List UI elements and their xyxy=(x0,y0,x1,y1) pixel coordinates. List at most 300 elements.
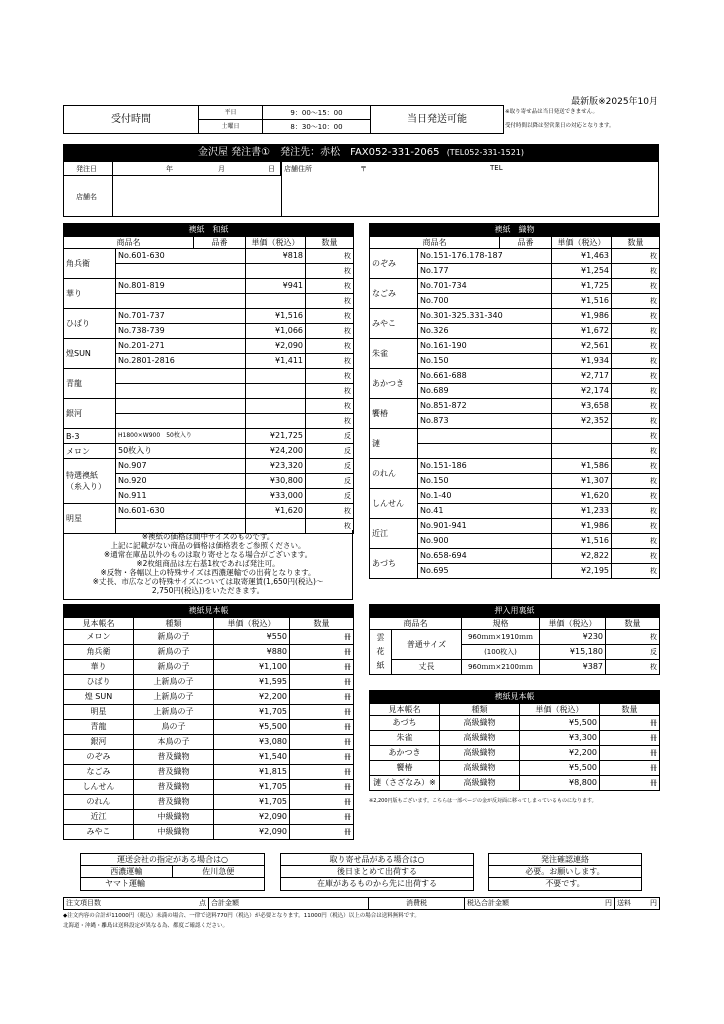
totals-table xyxy=(63,897,660,910)
quantity-field[interactable] xyxy=(290,660,354,675)
quantity-field[interactable] xyxy=(306,474,354,489)
quantity-field[interactable] xyxy=(290,825,354,840)
col-product: 商品名 xyxy=(64,237,194,249)
quantity-field[interactable] xyxy=(600,761,660,776)
product-price: ¥2,090 xyxy=(246,339,306,354)
unit-label: 冊 xyxy=(344,708,351,716)
store-address-label: 店舗住所 xyxy=(284,165,312,173)
unit-label: 反 xyxy=(344,492,351,500)
sample-book-name: 銀河 xyxy=(64,735,134,750)
washi-table xyxy=(63,223,354,534)
unit-label: 枚 xyxy=(650,327,657,335)
quantity-field[interactable] xyxy=(612,564,660,579)
quantity-field[interactable] xyxy=(290,720,354,735)
quantity-field[interactable] xyxy=(600,746,660,761)
sample-book-name: 近江 xyxy=(64,810,134,825)
sample-book-name: あづち xyxy=(370,716,440,731)
product-price xyxy=(246,369,306,384)
quantity-field[interactable] xyxy=(306,444,354,459)
product-name: B-3 xyxy=(64,429,116,444)
product-price: ¥30,800 xyxy=(246,474,306,489)
product-code: No.661-688 xyxy=(418,369,552,384)
product-row xyxy=(64,339,354,354)
unit-label: 反 xyxy=(344,462,351,470)
product-price: ¥2,195 xyxy=(552,564,612,579)
washi-notes xyxy=(63,530,353,600)
unit-label: 枚 xyxy=(650,417,657,425)
product-price xyxy=(552,429,612,444)
product-price xyxy=(246,264,306,279)
quantity-field[interactable] xyxy=(612,399,660,414)
sample-book-name: しんせん xyxy=(64,780,134,795)
unit-label: 枚 xyxy=(650,507,657,515)
count-label: 注文項目数 xyxy=(66,899,101,907)
sample-book-name: なごみ xyxy=(64,765,134,780)
product-row xyxy=(370,549,660,564)
product-name: 華り xyxy=(64,279,116,309)
sample-book-row xyxy=(64,765,354,780)
oshiire-title: 押入用裏紙 xyxy=(370,605,660,618)
product-code xyxy=(116,384,246,399)
shipping-field[interactable] xyxy=(615,898,660,910)
sample-book-row xyxy=(370,731,660,746)
product-price xyxy=(246,399,306,414)
quantity-field[interactable] xyxy=(290,675,354,690)
quantity-field[interactable] xyxy=(306,399,354,414)
sample-book-row xyxy=(64,780,354,795)
product-code: No.901-941 xyxy=(418,519,552,534)
product-price: ¥33,000 xyxy=(246,489,306,504)
quantity-field[interactable] xyxy=(612,369,660,384)
hours-notes xyxy=(505,108,660,130)
quantity-field[interactable] xyxy=(306,264,354,279)
sample-book-name: 明星 xyxy=(64,705,134,720)
unit-label: 枚 xyxy=(650,387,657,395)
product-price: ¥818 xyxy=(246,249,306,264)
orimono-title: 襖紙 織物 xyxy=(370,224,660,237)
footer-note-1: ◆注文内容の合計が11000円（税込）未満の場合、一律で送料770円（税込）が必要となります。11000円（税込）以上の場合は送料無料です。 xyxy=(63,913,420,919)
quantity-field[interactable] xyxy=(612,489,660,504)
sample-book-name: 煌 SUN xyxy=(64,690,134,705)
product-price xyxy=(552,444,612,459)
quantity-field[interactable] xyxy=(612,279,660,294)
quantity-field[interactable] xyxy=(612,429,660,444)
product-name: 明星 xyxy=(64,504,116,534)
product-code: No.151-186 xyxy=(418,459,552,474)
col-price: 単価（税込） xyxy=(540,618,606,630)
sample-book-table-left xyxy=(63,604,354,840)
washi-note-2: 上記に記載がない商品の価格は価格表をご参照ください。 xyxy=(110,541,306,550)
quantity-field[interactable] xyxy=(600,716,660,731)
unit-label: 枚 xyxy=(650,522,657,530)
sample-book-row xyxy=(64,825,354,840)
product-price: ¥1,986 xyxy=(552,309,612,324)
product-name: みやこ xyxy=(370,309,418,339)
order-tel: (TEL052-331-1521) xyxy=(446,148,524,157)
product-code: No.658-694 xyxy=(418,549,552,564)
unit-label: 枚 xyxy=(650,282,657,290)
sample-book-name: ひばり xyxy=(64,675,134,690)
quantity-field[interactable] xyxy=(290,735,354,750)
sample-book-row xyxy=(64,795,354,810)
product-name: なごみ xyxy=(370,279,418,309)
total-field[interactable] xyxy=(465,898,615,910)
product-code: No.2801-2816 xyxy=(116,354,246,369)
sample-book-name: 青龍 xyxy=(64,720,134,735)
product-code xyxy=(116,399,246,414)
unit-label: 冊 xyxy=(344,768,351,776)
product-row xyxy=(370,459,660,474)
quantity-field[interactable] xyxy=(306,414,354,429)
oshiire-price-1: ¥15,180 xyxy=(540,645,606,660)
product-price xyxy=(246,294,306,309)
unit-label: 枚 xyxy=(650,297,657,305)
product-code: No.201-271 xyxy=(116,339,246,354)
unit-label: 冊 xyxy=(344,813,351,821)
backorder-box xyxy=(280,853,474,891)
product-code xyxy=(418,444,552,459)
unit-label: 冊 xyxy=(650,734,657,742)
unit-label: 枚 xyxy=(344,267,351,275)
product-row xyxy=(64,429,354,444)
product-code: No.701-734 xyxy=(418,279,552,294)
col-price: 単価（税込） xyxy=(214,618,290,630)
product-code: No.601-630 xyxy=(116,249,246,264)
product-name: 饗椿 xyxy=(370,399,418,429)
same-day-label: 当日発送可能 xyxy=(371,106,504,134)
sample-book-name: 饗椿 xyxy=(370,761,440,776)
product-price: ¥941 xyxy=(246,279,306,294)
quantity-field[interactable] xyxy=(612,384,660,399)
sample-book-type: 鳥の子 xyxy=(134,720,214,735)
product-price: ¥1,725 xyxy=(552,279,612,294)
carrier-yamato[interactable]: ヤマト運輸 xyxy=(105,879,145,888)
unit-label: 枚 xyxy=(650,252,657,260)
sample-book-name: 朱雀 xyxy=(370,731,440,746)
washi-note-7: 2,750円(税込))をいただきます。 xyxy=(151,586,265,595)
sample-book-price: ¥1,540 xyxy=(214,750,290,765)
product-price: ¥2,352 xyxy=(552,414,612,429)
total-yen: 円 xyxy=(605,899,612,907)
sample-left-title: 襖紙見本帳 xyxy=(64,605,354,618)
quantity-field[interactable] xyxy=(306,489,354,504)
col-product: 商品名 xyxy=(370,237,500,249)
sample-book-price: ¥1,100 xyxy=(214,660,290,675)
sample-book-price: ¥2,200 xyxy=(520,746,600,761)
unit-label: 枚 xyxy=(344,342,351,350)
subtotal-field[interactable] xyxy=(209,898,369,910)
backorder-instock[interactable]: 在庫があるものから先に出荷する xyxy=(317,879,437,888)
sample-book-type: 高級織物 xyxy=(440,761,520,776)
backorder-title: 取り寄せ品がある場合は○ xyxy=(281,854,473,866)
confirm-needed[interactable]: 必要。お願いします。 xyxy=(489,866,641,878)
unit-label: 冊 xyxy=(344,648,351,656)
oshiire-name-0: 普通サイズ xyxy=(392,630,462,660)
quantity-field[interactable] xyxy=(612,504,660,519)
quantity-field[interactable] xyxy=(612,309,660,324)
product-price xyxy=(246,414,306,429)
subtotal-label: 合計金額 xyxy=(211,899,239,907)
col-book: 見本帳名 xyxy=(370,704,440,716)
product-row xyxy=(64,444,354,459)
oshiire-qty-0[interactable] xyxy=(606,630,660,645)
sample-book-name: 漣（さざなみ）※ xyxy=(370,776,440,791)
sample-book-type: 新鳥の子 xyxy=(134,660,214,675)
quantity-field[interactable] xyxy=(612,444,660,459)
unit-label: 冊 xyxy=(344,783,351,791)
sample-book-price: ¥8,800 xyxy=(520,776,600,791)
product-price: ¥21,725 xyxy=(246,429,306,444)
sample-book-type: 高級織物 xyxy=(440,716,520,731)
quantity-field[interactable] xyxy=(290,795,354,810)
product-code: No.801-819 xyxy=(116,279,246,294)
product-code: No.601-630 xyxy=(116,504,246,519)
quantity-field[interactable] xyxy=(612,264,660,279)
store-name-label: 店舗名 xyxy=(76,193,97,201)
oshiire-price-0: ¥230 xyxy=(540,630,606,645)
product-name: あかつき xyxy=(370,369,418,399)
product-price: ¥1,672 xyxy=(552,324,612,339)
unit-label: 冊 xyxy=(344,678,351,686)
carrier-sagawa[interactable]: 佐川急便 xyxy=(202,867,235,876)
col-price: 単価（税込） xyxy=(246,237,306,249)
quantity-field[interactable] xyxy=(612,354,660,369)
day-label: 日 xyxy=(268,165,275,173)
unit-label: 枚 xyxy=(344,357,351,365)
product-row xyxy=(370,309,660,324)
sample-book-price: ¥880 xyxy=(214,645,290,660)
postal-label: 〒 xyxy=(360,165,367,173)
product-code: No.920 xyxy=(116,474,246,489)
product-name: しんせん xyxy=(370,489,418,519)
unit-label: 枚 xyxy=(650,312,657,320)
unit-label: 枚 xyxy=(344,372,351,380)
oshiire-price-2: ¥387 xyxy=(540,660,606,675)
product-name: 朱雀 xyxy=(370,339,418,369)
product-price: ¥1,934 xyxy=(552,354,612,369)
unit-label: 冊 xyxy=(344,798,351,806)
quantity-field[interactable] xyxy=(612,534,660,549)
unit-label: 冊 xyxy=(344,753,351,761)
quantity-field[interactable] xyxy=(306,249,354,264)
product-code xyxy=(116,369,246,384)
washi-note-5: ※反物・各幅以上の特殊サイズは西濃運輸での出荷となります。 xyxy=(100,568,316,577)
oshiire-spec-1: (100枚入) xyxy=(462,645,540,660)
unit-label: 枚 xyxy=(650,552,657,560)
edition-label: 最新版※2025年10月 xyxy=(571,97,658,107)
product-code: No.911 xyxy=(116,489,246,504)
product-row xyxy=(64,249,354,264)
unit-label: 冊 xyxy=(344,828,351,836)
hours-note-2: 受付時間以降は翌営業日の対応となります。 xyxy=(505,123,615,129)
product-code: No.689 xyxy=(418,384,552,399)
unit-label: 反 xyxy=(344,477,351,485)
quantity-field[interactable] xyxy=(612,549,660,564)
product-price: ¥1,516 xyxy=(552,294,612,309)
unit-label: 枚 xyxy=(650,567,657,575)
sample-book-type: 普及織物 xyxy=(134,750,214,765)
product-name: のれん xyxy=(370,459,418,489)
quantity-field[interactable] xyxy=(290,690,354,705)
sample-book-type: 普及織物 xyxy=(134,795,214,810)
product-row xyxy=(64,279,354,294)
oshiire-qty-1[interactable] xyxy=(606,645,660,660)
product-name: ひばり xyxy=(64,309,116,339)
sample-book-price: ¥1,705 xyxy=(214,705,290,720)
shipping-carrier-box xyxy=(80,853,265,891)
backorder-later[interactable]: 後日まとめて出荷する xyxy=(281,866,473,878)
sample-book-price: ¥3,080 xyxy=(214,735,290,750)
product-code: No.161-190 xyxy=(418,339,552,354)
quantity-field[interactable] xyxy=(612,459,660,474)
sample-book-price: ¥5,500 xyxy=(520,716,600,731)
product-row xyxy=(64,504,354,519)
quantity-field[interactable] xyxy=(306,369,354,384)
quantity-field[interactable] xyxy=(306,384,354,399)
product-price: ¥1,254 xyxy=(552,264,612,279)
oshiire-qty-2[interactable] xyxy=(606,660,660,675)
quantity-field[interactable] xyxy=(290,780,354,795)
oshiire-table xyxy=(369,604,660,675)
sample-book-type: 高級織物 xyxy=(440,746,520,761)
quantity-field[interactable] xyxy=(612,249,660,264)
quantity-field[interactable] xyxy=(306,279,354,294)
sample-book-type: 高級織物 xyxy=(440,731,520,746)
sample-book-price: ¥1,595 xyxy=(214,675,290,690)
tax-field[interactable] xyxy=(369,898,465,910)
product-name: 角兵衛 xyxy=(64,249,116,279)
unit-label: 枚 xyxy=(650,402,657,410)
quantity-field[interactable] xyxy=(612,474,660,489)
shipping-label: 送料 xyxy=(617,899,631,907)
sample-book-price: ¥1,815 xyxy=(214,765,290,780)
quantity-field[interactable] xyxy=(306,294,354,309)
product-price: ¥1,066 xyxy=(246,324,306,339)
unit-label: 冊 xyxy=(650,779,657,787)
product-code: No.150 xyxy=(418,474,552,489)
order-info-box xyxy=(63,161,659,217)
carrier-title: 運送会社の指定がある場合は○ xyxy=(81,854,264,866)
quantity-field[interactable] xyxy=(306,504,354,519)
product-name: 煌SUN xyxy=(64,339,116,369)
product-price: ¥1,463 xyxy=(552,249,612,264)
unit-label: 枚 xyxy=(650,342,657,350)
sample-book-price: ¥550 xyxy=(214,630,290,645)
product-price: ¥1,986 xyxy=(552,519,612,534)
footer-note-2: 北海道・沖縄・離島は送料設定が異なる為、都度ご確認ください。 xyxy=(63,923,229,929)
quantity-field[interactable] xyxy=(612,519,660,534)
product-row xyxy=(64,369,354,384)
product-code: No.700 xyxy=(418,294,552,309)
sample-book-name: 角兵衛 xyxy=(64,645,134,660)
product-name: のぞみ xyxy=(370,249,418,279)
year-label: 年 xyxy=(166,165,173,173)
quantity-field[interactable] xyxy=(306,354,354,369)
product-price: ¥1,620 xyxy=(246,504,306,519)
col-qty: 数量 xyxy=(306,237,354,249)
col-qty: 数量 xyxy=(606,618,660,630)
product-price: ¥2,717 xyxy=(552,369,612,384)
oshiire-spec-2: 960ｍｍ×2100ｍｍ xyxy=(462,660,540,675)
quantity-field[interactable] xyxy=(290,810,354,825)
sample-book-row xyxy=(64,705,354,720)
product-code: No.873 xyxy=(418,414,552,429)
unit-label: 枚 xyxy=(650,663,657,671)
product-name: 特選襖紙（糸入り） xyxy=(64,459,116,504)
sample-book-row xyxy=(64,660,354,675)
quantity-field[interactable] xyxy=(306,429,354,444)
sample-book-type: 中級織物 xyxy=(134,810,214,825)
product-price: ¥2,174 xyxy=(552,384,612,399)
product-row xyxy=(370,369,660,384)
saturday-time: 8：30〜10：00 xyxy=(263,120,371,134)
sample-book-type: 新鳥の子 xyxy=(134,645,214,660)
quantity-field[interactable] xyxy=(612,294,660,309)
washi-title: 襖紙 和紙 xyxy=(64,224,354,237)
store-address-field[interactable] xyxy=(281,162,658,216)
quantity-field[interactable] xyxy=(306,309,354,324)
quantity-field[interactable] xyxy=(306,459,354,474)
col-book: 見本帳名 xyxy=(64,618,134,630)
quantity-field[interactable] xyxy=(290,645,354,660)
quantity-field[interactable] xyxy=(306,339,354,354)
unit-label: 枚 xyxy=(344,327,351,335)
quantity-field[interactable] xyxy=(290,630,354,645)
unit-label: 冊 xyxy=(344,663,351,671)
quantity-field[interactable] xyxy=(612,339,660,354)
quantity-field[interactable] xyxy=(290,750,354,765)
product-name: 漣 xyxy=(370,429,418,459)
sample-book-name: メロン xyxy=(64,630,134,645)
carrier-seino[interactable]: 西濃運輸 xyxy=(81,866,173,877)
sample-book-price: ¥2,200 xyxy=(214,690,290,705)
unit-label: 枚 xyxy=(344,387,351,395)
confirm-box xyxy=(488,853,642,891)
product-code: 50枚入り xyxy=(116,444,246,459)
sample-book-row xyxy=(64,675,354,690)
order-date-field[interactable] xyxy=(112,162,280,176)
order-title: 金沢屋 発注書① 発注先：赤松 FAX052-331-2065 xyxy=(197,147,440,158)
quantity-field[interactable] xyxy=(290,765,354,780)
quantity-field[interactable] xyxy=(612,324,660,339)
sample-book-type: 普及織物 xyxy=(134,780,214,795)
unit-label: 反 xyxy=(344,447,351,455)
total-label: 税込合計金額 xyxy=(467,899,509,907)
product-code: No.900 xyxy=(418,534,552,549)
count-field[interactable] xyxy=(64,898,209,910)
product-code: No.326 xyxy=(418,324,552,339)
sample-book-type: 新鳥の子 xyxy=(134,630,214,645)
product-price: ¥1,516 xyxy=(552,534,612,549)
product-price: ¥23,320 xyxy=(246,459,306,474)
col-type: 種類 xyxy=(440,704,520,716)
count-unit: 点 xyxy=(199,899,206,907)
product-row xyxy=(64,459,354,474)
quantity-field[interactable] xyxy=(290,705,354,720)
sample-book-row xyxy=(64,735,354,750)
quantity-field[interactable] xyxy=(612,414,660,429)
product-row xyxy=(370,249,660,264)
product-price: ¥1,620 xyxy=(552,489,612,504)
store-name-field[interactable] xyxy=(112,176,281,216)
quantity-field[interactable] xyxy=(600,731,660,746)
confirm-not-needed[interactable]: 不要です。 xyxy=(545,879,585,888)
quantity-field[interactable] xyxy=(600,776,660,791)
product-row xyxy=(370,279,660,294)
unit-label: 枚 xyxy=(344,417,351,425)
sample-book-price: ¥2,090 xyxy=(214,810,290,825)
quantity-field[interactable] xyxy=(306,324,354,339)
